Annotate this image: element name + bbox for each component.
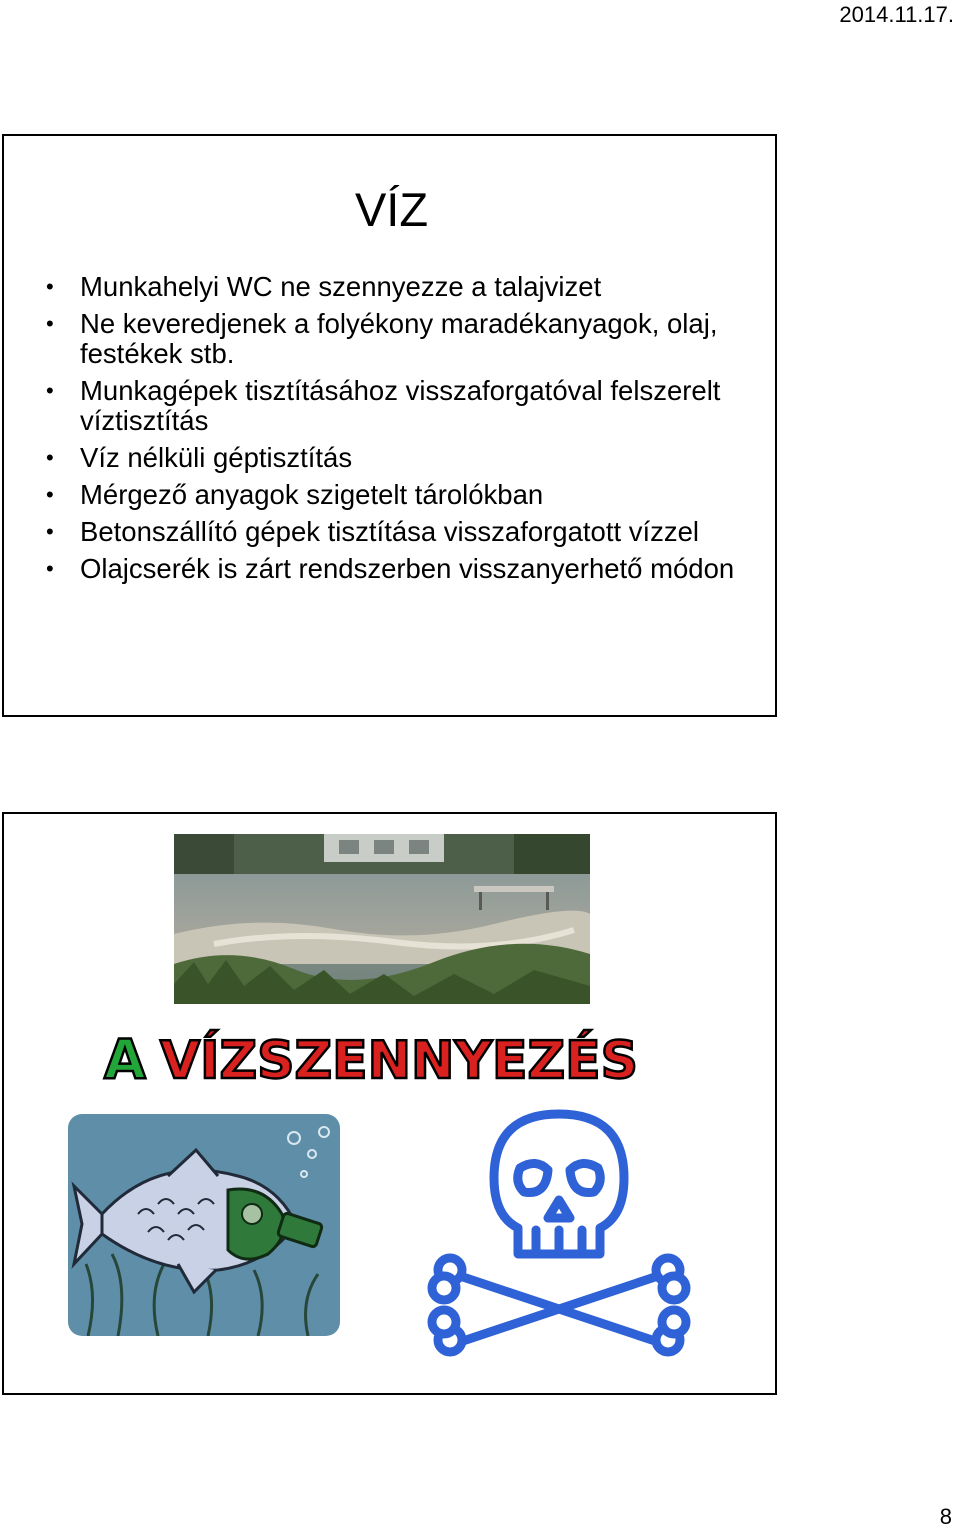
banner-word: VÍZSZENNYEZÉS bbox=[160, 1031, 639, 1088]
banner-letter-a: A bbox=[104, 1028, 146, 1088]
bullet-item: • Ne keveredjenek a folyékony maradékanyagok, olaj, festékek stb. bbox=[44, 309, 764, 369]
bullet-item: • Olajcserék is zárt rendszerben visszanyerhető módon bbox=[44, 554, 764, 584]
bullet-item: • Munkahelyi WC ne szennyezze a talajvizet bbox=[44, 272, 764, 302]
slide-water-pollution-images bbox=[2, 812, 777, 1395]
bullet-item: • Munkagépek tisztításához visszaforgatóval felszerelt víztisztítás bbox=[44, 376, 764, 436]
bullet-item: • Betonszállító gépek tisztítása visszaforgatott vízzel bbox=[44, 517, 764, 547]
bullet-item: • Mérgező anyagok szigetelt tárolókban bbox=[44, 480, 764, 510]
water-pollution-banner bbox=[102, 1026, 642, 1088]
bullet-list bbox=[44, 272, 764, 591]
fish-gas-mask-illustration bbox=[68, 1114, 340, 1336]
slide-title: VÍZ bbox=[354, 183, 429, 236]
skull-crossbones-icon bbox=[424, 1104, 694, 1364]
page-date: 2014.11.17. bbox=[839, 2, 954, 27]
bullet-item: • Víz nélküli géptisztítás bbox=[44, 443, 764, 473]
page-number: 8 bbox=[939, 1504, 952, 1529]
slide-water-text bbox=[2, 134, 777, 717]
polluted-lake-photo bbox=[174, 834, 590, 1004]
